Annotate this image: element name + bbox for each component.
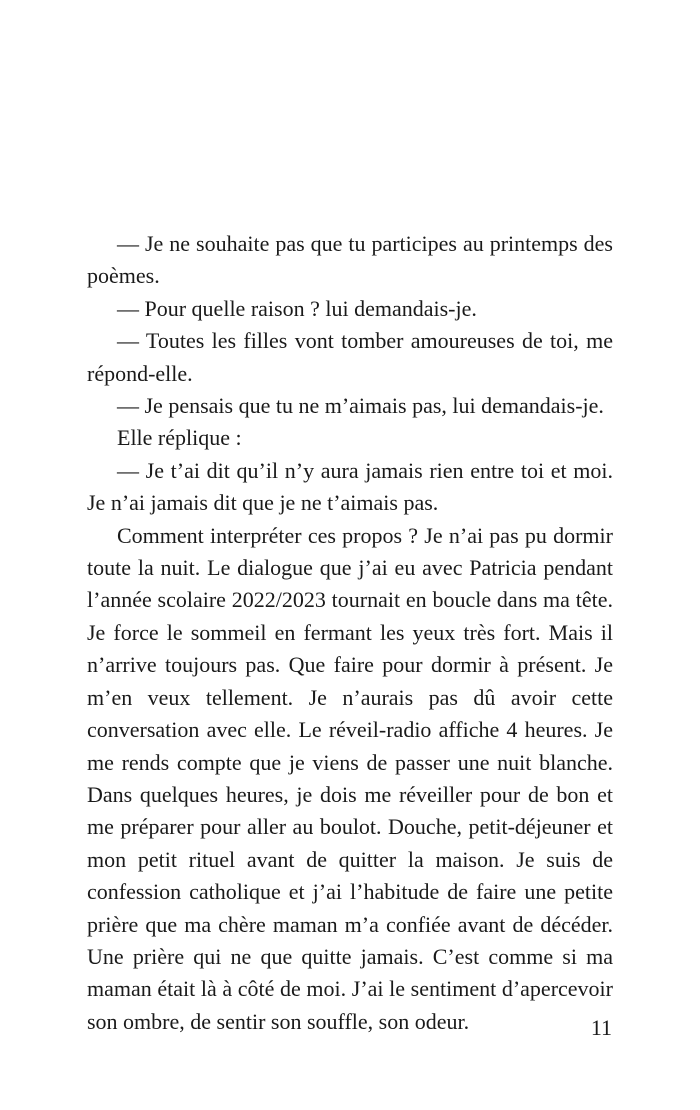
paragraph-1: — Je ne souhaite pas que tu participes au printemps des poèmes.	[87, 231, 613, 289]
paragraph-6: — Je t’ai dit qu’il n’y aura jamais rien entre toi et moi. Je n’ai jamais dit que je ne t’aimais pas.	[87, 457, 613, 516]
body-text	[87, 228, 613, 1038]
page-number: 11	[590, 1015, 612, 1040]
paragraph-7: Comment interpréter ces propos ? Je n’ai pas pu dormir toute la nuit. Le dialogue que j’ai eu avec Patricia pendant l’année scolaire 2022/2023 tournait en boucle dans ma tête. Je force le sommeil en fermant les yeux très fort. Mais il n’arrive toujours pas. Que faire pour dormir à présent. Je m’en veux tellement. Je n’aurais pas dû avoir cette conversation avec elle. Le réveil-radio affiche 4 heures. Je me rends compte que je viens de passer une nuit blanche. Dans quelques heures, je dois me réveiller pour de bon et me préparer pour aller au boulot. Douche, petit-déjeuner et mon petit rituel avant de quitter la maison. Je suis de confession catholique et j’ai l’habitude de faire une petite prière que ma chère maman m’a confiée avant de décéder. Une prière qui ne que quitte jamais. C’est comme si ma maman était là à côté de moi. J’ai le sentiment d’apercevoir son ombre, de sentir son souffle, son odeur.	[87, 522, 613, 1034]
paragraph-2: — Pour quelle raison ? lui demandais-je.	[117, 295, 477, 321]
paragraph-4: — Je pensais que tu ne m’aimais pas, lui demandais-je.	[117, 393, 604, 419]
paragraph-5: Elle réplique :	[117, 425, 242, 451]
paragraph-3: — Toutes les filles vont tomber amoureuses de toi, me répond-elle.	[87, 328, 613, 386]
